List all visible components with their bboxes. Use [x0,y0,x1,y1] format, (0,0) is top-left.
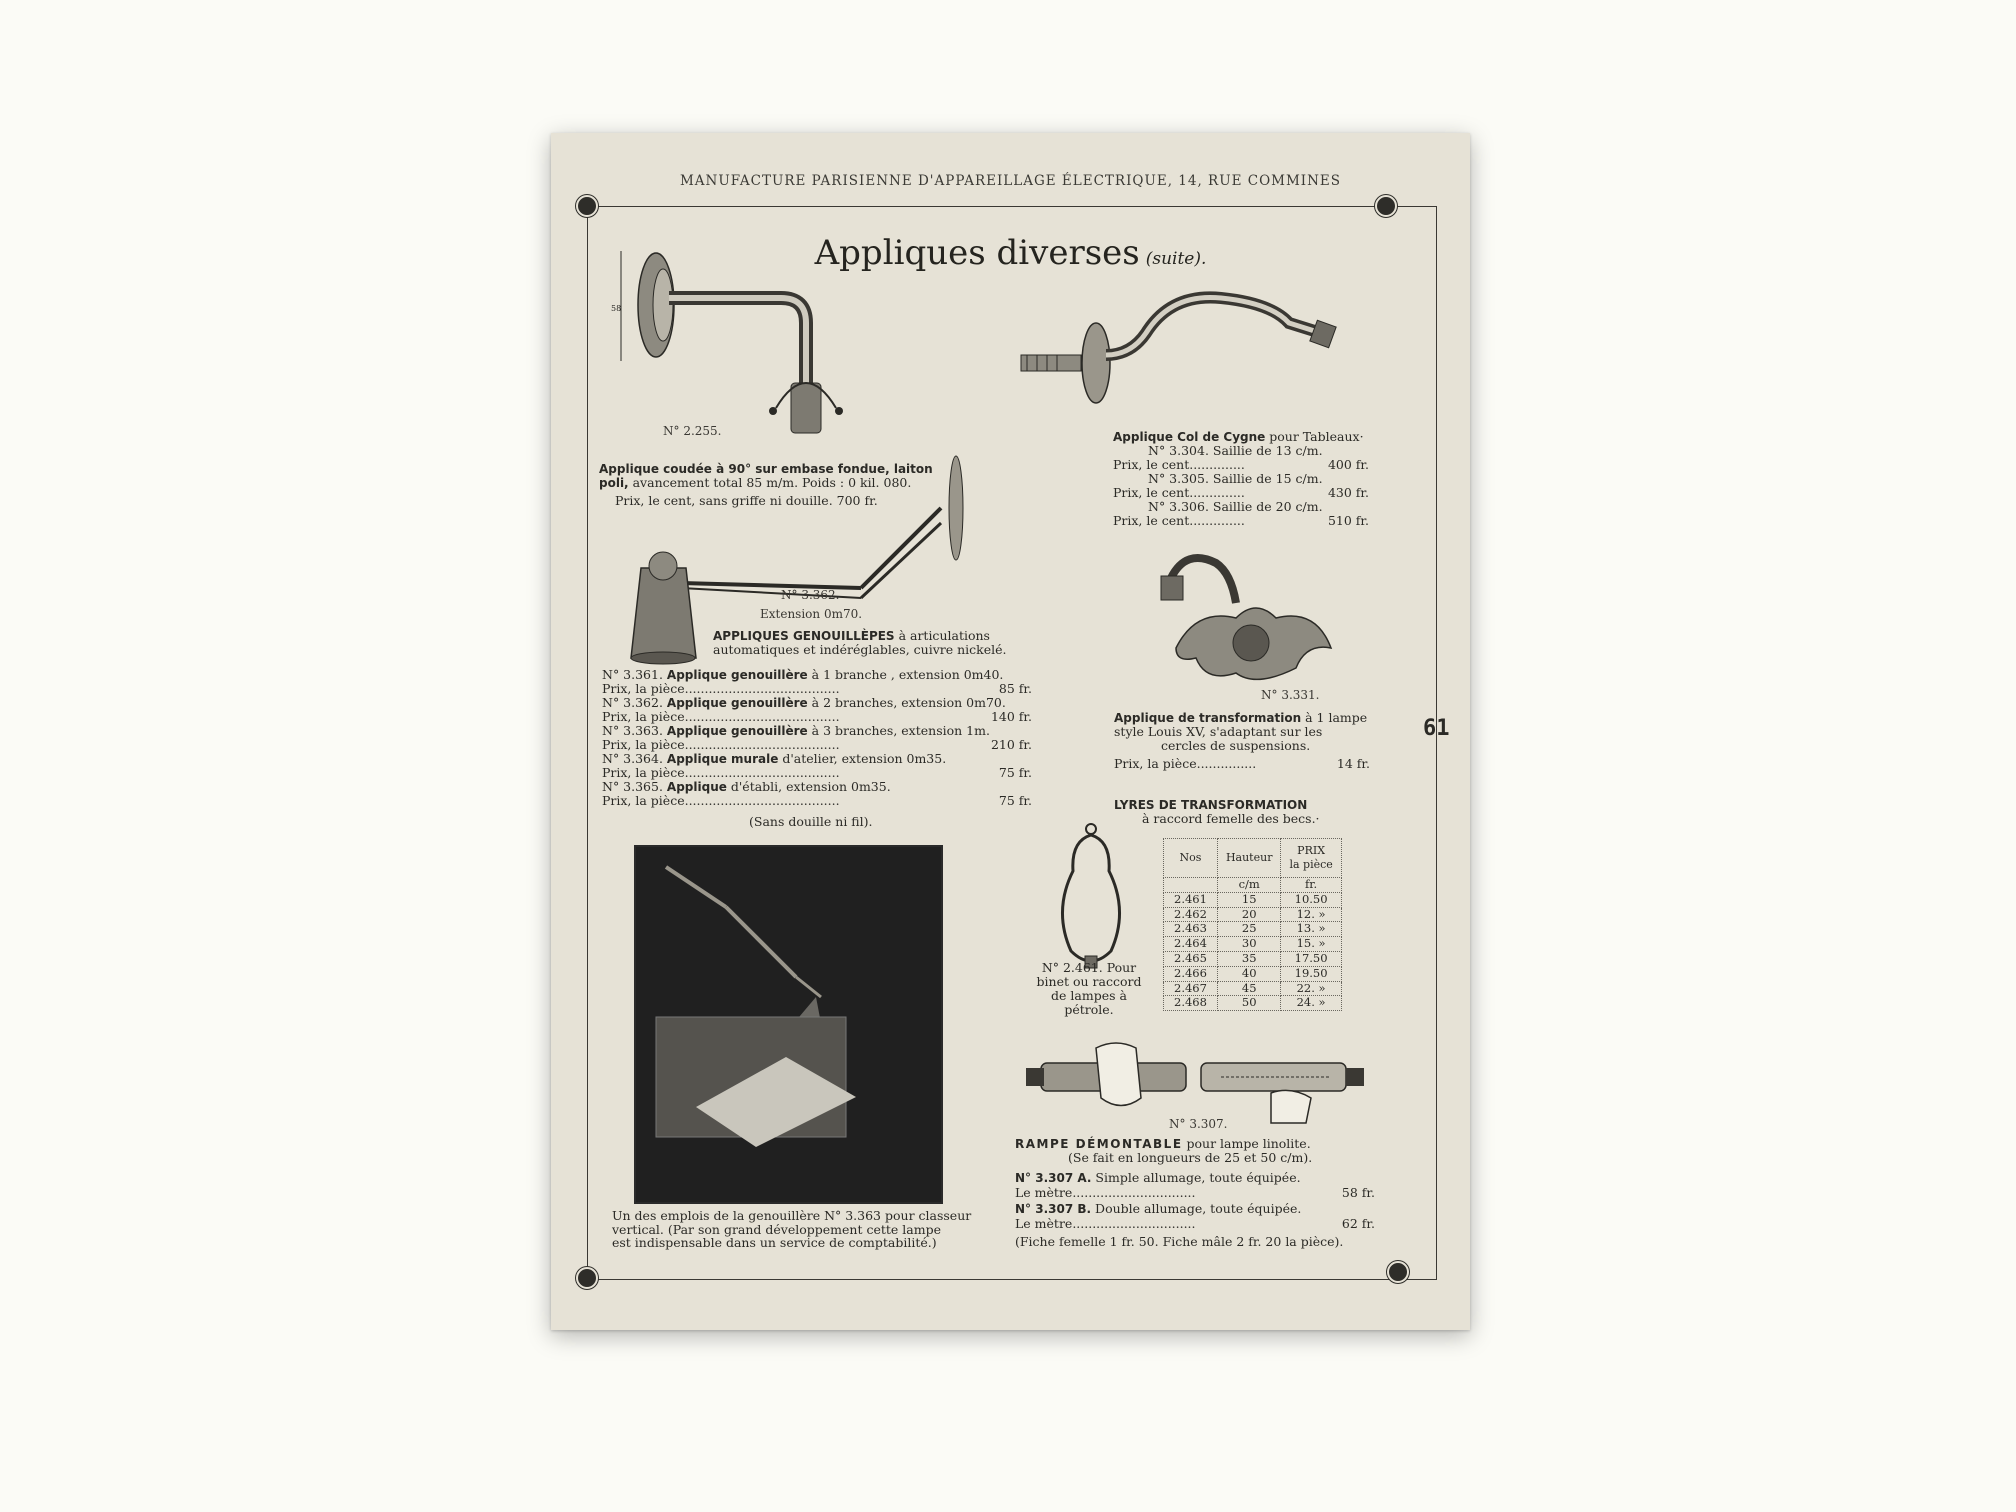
list-item: N° 3.364. Applique murale d'atelier, extension 0m35. [602,751,947,766]
genouillere-note: (Sans douille ni fil). [749,814,873,829]
lyres-heading: LYRES DE TRANSFORMATION [1114,798,1308,812]
item-number-3331: N° 3.331. [1261,688,1320,702]
col-de-cygne-price-row: Prix, le cent.............. 430 fr. [1113,485,1369,500]
table-row: 2.463 25 13. » [1164,922,1342,937]
list-item: N° 3.362. Applique genouillère à 2 branches, extension 0m70. [602,695,1006,710]
page-number: 61 [1423,716,1450,741]
item-number-3307: N° 3.307. [1169,1117,1228,1131]
lyre-caption: N° 2.461. Pour binet ou raccord de lampes à pétrole. [1036,960,1142,1017]
table-row: 2.466 40 19.50 [1164,966,1342,981]
genouillere-heading: APPLIQUES GENOUILLÈPES à articulations [713,628,990,643]
list-item: N° 3.307 A. Simple allumage, toute équipée. [1015,1170,1301,1185]
table-row: 2.465 35 17.50 [1164,951,1342,966]
col-de-cygne-label: N° 3.306. Saillie de 20 c/m. [1148,499,1323,514]
table-row: 2.467 45 22. » [1164,981,1342,996]
corner-ornament [576,195,598,217]
item-2255-desc-line2: poli, avancement total 85 m/m. Poids : 0 kil. 080. [599,475,912,490]
col-de-cygne-label: N° 3.305. Saillie de 15 c/m. [1148,471,1323,486]
table-header-no: Nos [1164,839,1218,878]
transformation-desc-line3: cercles de suspensions. [1161,738,1311,753]
svg-text:58: 58 [611,304,622,313]
price-row: Prix, la pièce....................................... 140 fr. [602,709,1032,724]
price-row: Prix, la pièce....................................... 85 fr. [602,681,1032,696]
item-2255-desc: Applique coudée à 90° sur embase fondue, laiton [599,462,933,476]
list-item: N° 3.365. Applique d'établi, extension 0m35. [602,779,891,794]
col-de-cygne-title: Applique Col de Cygne pour Tableaux· [1113,429,1364,444]
col-de-cygne-label: N° 3.304. Saillie de 13 c/m. [1148,443,1323,458]
unit-price: fr. [1281,878,1341,893]
price-row: Prix, la pièce....................................... 210 fr. [602,737,1032,752]
item-number-2255: N° 2.255. [663,424,722,438]
applique-coudee-illustration [611,243,871,443]
transformation-price-row: Prix, la pièce............... 14 fr. [1114,756,1370,771]
list-item: N° 3.307 B. Double allumage, toute équipée. [1015,1201,1302,1216]
page-title: Appliques diverses (suite). [814,233,1207,273]
table-header-height: Hauteur [1217,839,1281,878]
lyres-price-table [1163,838,1342,1011]
genouillere-heading-line2: automatiques et indéréglables, cuivre nickelé. [713,642,1007,657]
corner-ornament [1387,1261,1409,1283]
item-number-3362: N° 3.362. [781,588,840,602]
transformation-illustration [1156,548,1346,688]
col-de-cygne-price-row: Prix, le cent.............. 400 fr. [1113,457,1369,472]
list-item: N° 3.361. Applique genouillère à 1 branche , extension 0m40. [602,667,1004,682]
lyres-subheading: à raccord femelle des becs.· [1142,811,1320,826]
price-row: Le mètre............................... 58 fr. [1015,1185,1375,1200]
lyre-illustration [1051,821,1131,971]
price-row: Le mètre............................... 62 fr. [1015,1216,1375,1231]
corner-ornament [1375,195,1397,217]
price-row: Prix, la pièce....................................... 75 fr. [602,765,1032,780]
corner-ornament [576,1267,598,1289]
transformation-desc-line2: style Louis XV, s'adaptant sur les [1114,724,1323,739]
table-row: 2.462 20 12. » [1164,907,1342,922]
photo-caption: Un des emplois de la genouillère N° 3.363 pour classeur vertical. (Par son grand développement cette lampe est indispensable dans un service de comptabilité.) [612,1208,972,1250]
price-row: Prix, la pièce....................................... 75 fr. [602,793,1032,808]
col-de-cygne-illustration [1021,293,1361,443]
item-2255-price: Prix, le cent, sans griffe ni douille. 700 fr. [615,493,878,508]
catalog-page [551,133,1470,1330]
usage-photo [634,845,943,1204]
extension-label: Extension 0m70. [760,607,863,621]
table-row: 2.468 50 24. » [1164,996,1342,1011]
list-item: N° 3.363. Applique genouillère à 3 branches, extension 1m. [602,723,990,738]
unit-height: c/m [1217,878,1281,893]
rampe-note: (Fiche femelle 1 fr. 50. Fiche mâle 2 fr. 20 la pièce). [1015,1234,1344,1249]
rampe-illustration [1021,1038,1371,1128]
page-header: MANUFACTURE PARISIENNE D'APPAREILLAGE ÉLECTRIQUE, 14, RUE COMMINES [679,173,1342,189]
rampe-heading: RAMPE DÉMONTABLE pour lampe linolite. [1015,1136,1311,1151]
rampe-sub: (Se fait en longueurs de 25 et 50 c/m). [1068,1150,1313,1165]
table-row: 2.461 15 10.50 [1164,892,1342,907]
table-header-price: PRIX la pièce [1281,839,1341,878]
transformation-desc: Applique de transformation à 1 lampe [1114,710,1368,725]
table-row: 2.464 30 15. » [1164,937,1342,952]
usage-photo-drawing [636,847,941,1202]
col-de-cygne-price-row: Prix, le cent.............. 510 fr. [1113,513,1369,528]
